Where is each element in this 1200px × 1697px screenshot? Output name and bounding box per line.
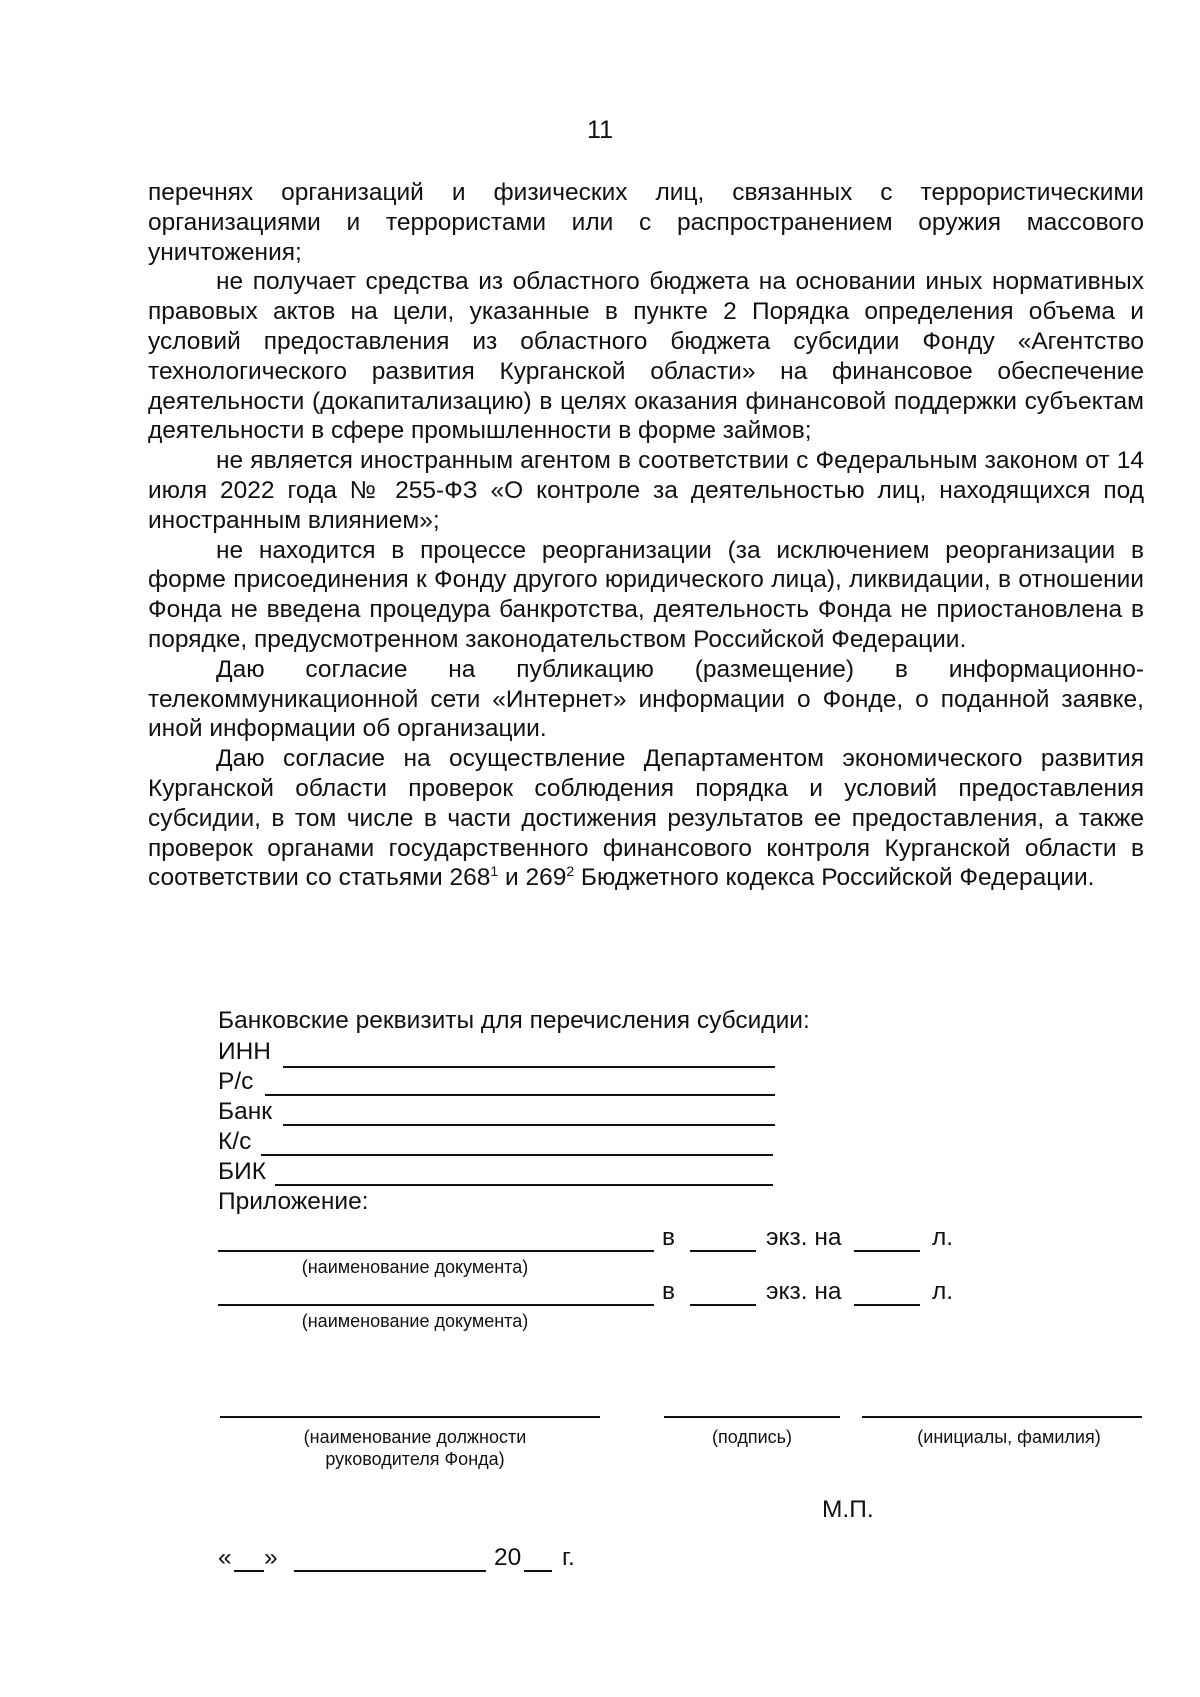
paragraph-5: Даю согласие на публикацию (размещение) в информационно-телекоммуникационной сети «Интернет» информации о Фонде, о поданной заявке, иной информации об организации. <box>148 655 1144 743</box>
bik-field[interactable] <box>275 1184 773 1186</box>
date-year-prefix: 20 <box>494 1544 522 1571</box>
paragraph-2: не получает средства из областного бюджета на основании иных нормативных правовых актов на цели, указанные в пункте 2 Порядка определения объема и условий предоставления из областного бюджета субсидии Фонду «Агентство технологического развития Курганской области» на финансовое обеспечение деятельности (докапитализацию) в целях оказания финансовой поддержки субъектам деятельности в сфере промышленности в форме займов; <box>148 268 1144 445</box>
name-label: (инициалы, фамилия) <box>917 1427 1101 1447</box>
inn-field[interactable] <box>283 1066 775 1068</box>
paragraph-6-text-a: Даю согласие на осуществление Департаментом экономического развития Курганской области проверок соблюдения порядка и условий предоставления субсидии, в том числе в части достижения результатов ее предоставления, а также проверок органами государственного финансового контроля Курганской области в соответствии со статьями 268 <box>148 745 1144 892</box>
attachment-doc-1-field[interactable] <box>218 1250 654 1252</box>
date-month-field[interactable] <box>294 1570 486 1572</box>
attachment-1-in: в <box>662 1224 676 1251</box>
paragraph-1: перечнях организаций и физических лиц, связанных с террористическими организациями и террористами или с распространением оружия массового уничтожения; <box>148 179 1144 266</box>
rs-field[interactable] <box>265 1094 775 1096</box>
ks-field[interactable] <box>261 1154 773 1156</box>
signature-field[interactable] <box>664 1416 840 1418</box>
attachment-2-copies-on: экз. на <box>766 1278 842 1305</box>
attachment-2-copies-field[interactable] <box>690 1304 756 1306</box>
position-label-line-1: (наименование должности <box>303 1427 527 1447</box>
attachment-1-doc-label: (наименование документа) <box>301 1257 529 1277</box>
bank-name-field[interactable] <box>283 1124 775 1126</box>
attachment-1-sheets-field[interactable] <box>854 1250 920 1252</box>
attachment-2-doc-label: (наименование документа) <box>301 1311 529 1331</box>
attachment-2-sheets: л. <box>932 1278 954 1305</box>
date-close-quote: » <box>264 1544 278 1571</box>
attachment-1-sheets: л. <box>932 1224 954 1251</box>
date-open-quote: « <box>218 1544 232 1571</box>
page-number: 11 <box>587 116 613 144</box>
attachment-1-copies-field[interactable] <box>690 1250 756 1252</box>
attachment-2-in: в <box>662 1278 676 1305</box>
position-label <box>250 1426 580 1470</box>
date-year-suffix: г. <box>562 1544 575 1571</box>
attachment-2-sheets-field[interactable] <box>854 1304 920 1306</box>
stamp-place: М.П. <box>822 1496 874 1523</box>
paragraph-4: не находится в процессе реорганизации (за исключением реорганизации в форме присоединения к Фонду другого юридического лица), ликвидации, в отношении Фонда не введена процедура банкротства, деятельность Фонда не приостановлена в порядке, предусмотренном законодательством Российской Федерации. <box>148 536 1144 653</box>
superscript-1: 1 <box>490 863 499 880</box>
bik-label: БИК <box>218 1158 266 1185</box>
name-field[interactable] <box>862 1416 1142 1418</box>
inn-label: ИНН <box>218 1038 271 1065</box>
attachment-heading: Приложение: <box>218 1188 369 1215</box>
paragraph-6 <box>148 744 1144 893</box>
superscript-2: 2 <box>566 863 575 880</box>
attachment-doc-2-field[interactable] <box>218 1304 654 1306</box>
date-day-field[interactable] <box>234 1570 264 1572</box>
bank-heading: Банковские реквизиты для перечисления субсидии: <box>218 1007 810 1034</box>
date-year-field[interactable] <box>524 1570 552 1572</box>
attachment-1-copies-on: экз. на <box>766 1224 842 1251</box>
position-field[interactable] <box>220 1416 600 1418</box>
paragraph-6-text-b: и 269 <box>498 864 567 892</box>
rs-label: Р/с <box>218 1068 254 1095</box>
position-label-line-2: руководителя Фонда) <box>325 1449 505 1469</box>
paragraph-6-text-c: Бюджетного кодекса Российской Федерации. <box>574 864 1095 892</box>
document-body <box>148 178 1144 893</box>
signature-label: (подпись) <box>711 1427 793 1447</box>
bank-name-label: Банк <box>218 1098 272 1125</box>
paragraph-3: не является иностранным агентом в соответствии с Федеральным законом от 14 июля 2022 года № 255-ФЗ «О контроле за деятельностью лиц, находящихся под иностранным влиянием»; <box>148 447 1144 534</box>
ks-label: К/с <box>218 1128 252 1155</box>
